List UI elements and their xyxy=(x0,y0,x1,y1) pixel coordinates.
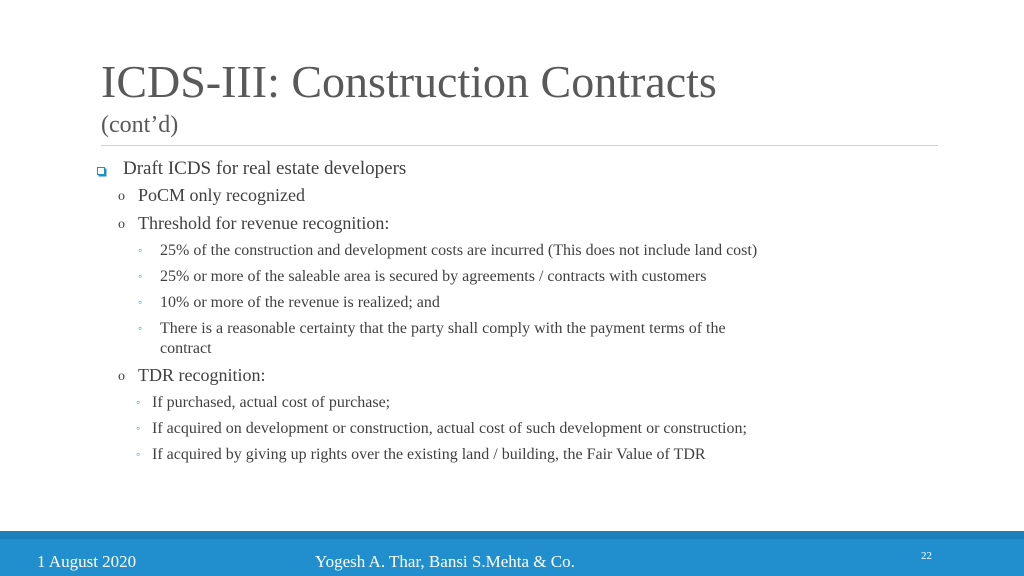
dot-bullet-icon: ◦ xyxy=(138,243,143,257)
threshold-item: 25% or more of the saleable area is secured by agreements / contracts with customers xyxy=(160,268,707,285)
square-bullet-icon xyxy=(97,167,105,175)
threshold-item-continuation: contract xyxy=(160,340,212,357)
bullet-threshold: Threshold for revenue recognition: xyxy=(138,213,390,233)
dot-bullet-icon: ◦ xyxy=(138,295,143,309)
footer-author: Yogesh A. Thar, Bansi S.Mehta & Co. xyxy=(315,552,575,571)
dot-bullet-icon: ◦ xyxy=(138,321,143,335)
threshold-item: There is a reasonable certainty that the party shall comply with the payment terms of the xyxy=(160,320,726,337)
circle-bullet-icon: o xyxy=(118,369,125,384)
footer-strip xyxy=(0,531,1024,539)
tdr-item: If acquired by giving up rights over the existing land / building, the Fair Value of TDR xyxy=(152,446,706,463)
bullet-pocm: PoCM only recognized xyxy=(138,185,305,205)
threshold-item: 25% of the construction and development costs are incurred (This does not include land cost) xyxy=(160,242,758,259)
dot-bullet-icon: ◦ xyxy=(136,421,141,435)
footer-bar xyxy=(0,531,1024,576)
bullet-tdr: TDR recognition: xyxy=(138,365,266,385)
circle-bullet-icon: o xyxy=(118,217,125,232)
threshold-item: 10% or more of the revenue is realized; and xyxy=(160,294,440,311)
circle-bullet-icon: o xyxy=(118,189,125,204)
dot-bullet-icon: ◦ xyxy=(138,269,143,283)
tdr-item: If acquired on development or construction, actual cost of such development or construction; xyxy=(152,420,747,437)
dot-bullet-icon: ◦ xyxy=(136,447,141,461)
page-number: 22 xyxy=(921,550,932,562)
slide-title: ICDS-III: Construction Contracts xyxy=(101,56,717,107)
bullet-level1: Draft ICDS for real estate developers xyxy=(123,158,407,179)
tdr-item: If purchased, actual cost of purchase; xyxy=(152,394,391,411)
footer-date: 1 August 2020 xyxy=(37,552,137,571)
slide-subtitle: (cont’d) xyxy=(101,112,179,138)
title-divider xyxy=(101,145,938,146)
dot-bullet-icon: ◦ xyxy=(136,395,141,409)
